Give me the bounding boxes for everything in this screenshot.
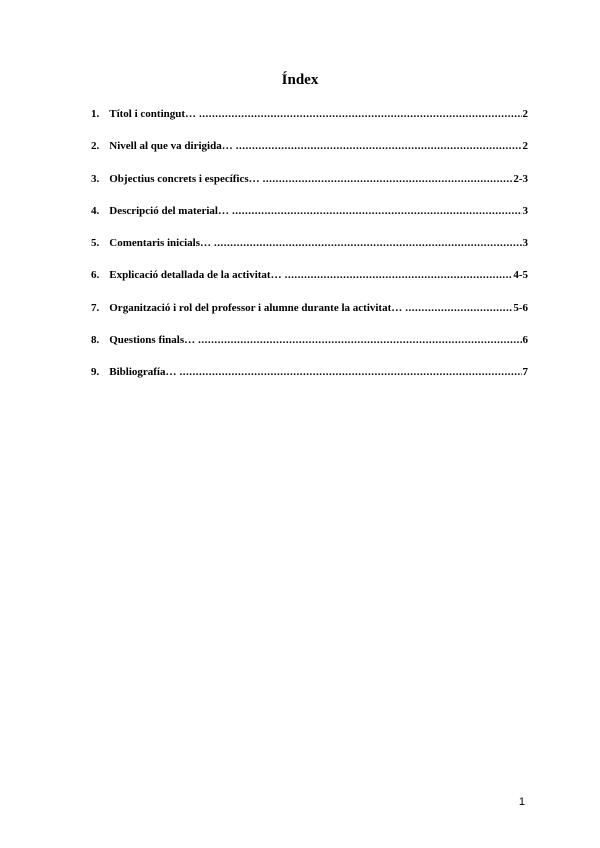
toc-entry (91, 108, 528, 140)
toc-entry-number: 7. (91, 301, 100, 314)
toc-entry-page: 3 (522, 237, 528, 250)
toc-entry-page: 2 (522, 140, 528, 153)
toc-entry-label: Nivell al que va dirigida… (109, 140, 233, 153)
toc-entry-number: 9. (91, 366, 100, 379)
toc-leader-dots (214, 237, 522, 249)
toc-entry-number: 2. (91, 140, 100, 153)
toc-entry-page: 7 (522, 366, 528, 379)
toc-leader-dots (263, 173, 513, 185)
toc-entry (91, 269, 528, 301)
toc-entry (91, 140, 528, 172)
toc-entry-label: Descripció del material… (109, 204, 229, 217)
index-title: Índex (281, 72, 319, 88)
toc-leader-dots (285, 269, 513, 281)
toc-leader-dots (179, 366, 521, 378)
toc-leader-dots (199, 108, 521, 120)
toc-entry-label: Explicació detallada de la activitat… (109, 269, 282, 282)
toc-entry (91, 302, 528, 334)
toc-entry-number: 6. (91, 269, 100, 282)
toc-entry-page: 6 (522, 334, 528, 347)
toc-entry-page: 3 (522, 204, 528, 217)
page-number: 1 (518, 796, 525, 808)
table-of-contents (91, 108, 528, 399)
toc-entry-page: 4-5 (513, 269, 528, 282)
toc-entry-number: 8. (91, 334, 100, 347)
toc-entry (91, 237, 528, 269)
toc-entry-page: 2-3 (513, 172, 528, 185)
toc-entry-label: Comentaris inicials… (109, 237, 211, 250)
toc-entry-label: Organització i rol del professor i alumne durante la activitat… (109, 301, 403, 314)
toc-entry-label: Questions finals… (109, 334, 196, 347)
toc-leader-dots (236, 140, 522, 152)
toc-entry-number: 4. (91, 204, 100, 217)
toc-entry-label: Objectius concrets i específics… (109, 172, 260, 185)
toc-entry-number: 1. (91, 108, 100, 120)
toc-entry (91, 205, 528, 237)
toc-entry (91, 366, 528, 398)
toc-entry-label: Bibliografía… (109, 366, 177, 379)
toc-entry-number: 3. (91, 172, 100, 185)
toc-entry-number: 5. (91, 237, 100, 250)
toc-leader-dots (232, 205, 522, 217)
toc-entry-label: Títol i contingut… (109, 108, 197, 120)
toc-leader-dots (198, 334, 521, 346)
toc-entry-page: 2 (522, 108, 528, 120)
toc-leader-dots (405, 302, 512, 314)
toc-entry-page: 5-6 (513, 301, 528, 314)
toc-entry (91, 334, 528, 366)
toc-entry (91, 173, 528, 205)
